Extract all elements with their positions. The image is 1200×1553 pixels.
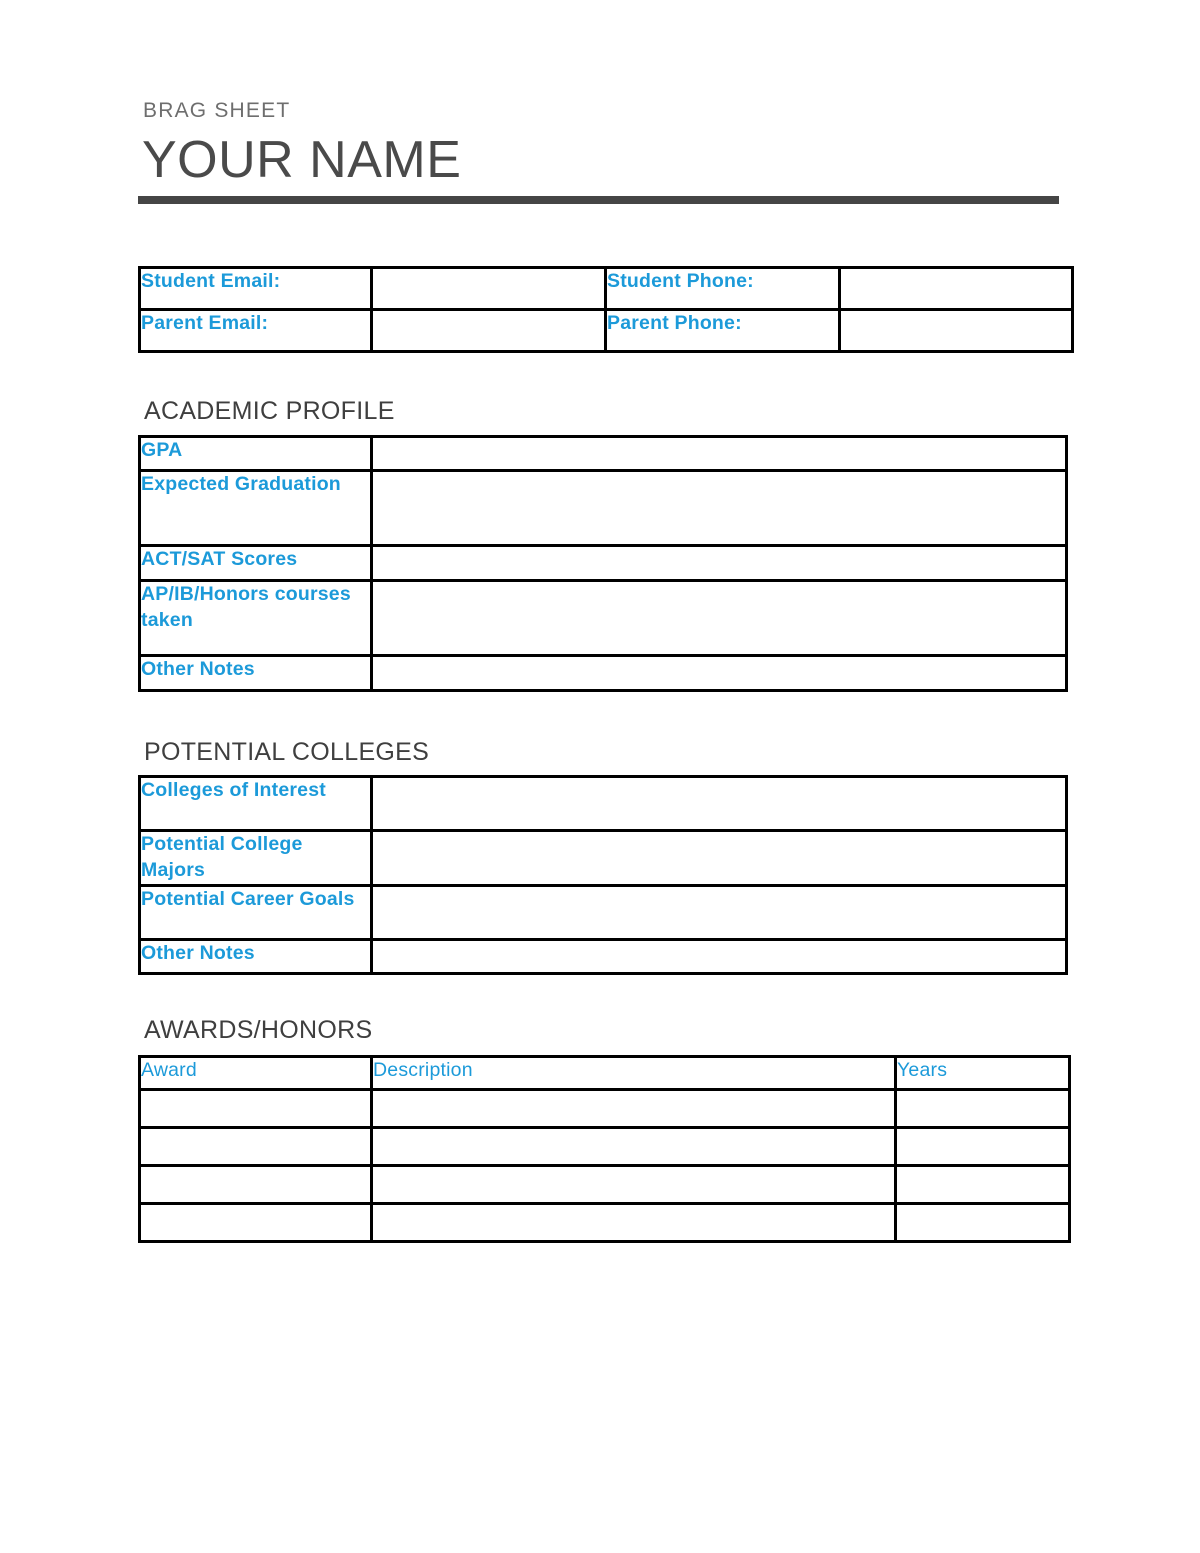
- parent-email-label: Parent Email:: [140, 310, 372, 352]
- gpa-label: GPA: [140, 436, 372, 470]
- potential-colleges-heading: POTENTIAL COLLEGES: [144, 737, 430, 766]
- table-row: [140, 655, 1067, 690]
- document-kicker: BRAG SHEET: [143, 99, 291, 122]
- award-years-field[interactable]: [896, 1089, 1070, 1127]
- award-field[interactable]: [140, 1089, 372, 1127]
- page-title: YOUR NAME: [142, 131, 462, 190]
- academic-other-notes-field[interactable]: [372, 655, 1067, 690]
- column-header-years: Years: [896, 1056, 1070, 1089]
- table-header-row: [140, 1056, 1070, 1089]
- student-email-label: Student Email:: [140, 268, 372, 310]
- award-description-field[interactable]: [372, 1203, 896, 1241]
- potential-career-goals-field[interactable]: [372, 886, 1067, 940]
- expected-graduation-label: Expected Graduation: [140, 470, 372, 545]
- student-phone-label: Student Phone:: [606, 268, 840, 310]
- table-row: [140, 436, 1067, 470]
- award-years-field[interactable]: [896, 1203, 1070, 1241]
- table-row: [140, 940, 1067, 974]
- academic-profile-heading: ACADEMIC PROFILE: [144, 397, 395, 426]
- award-description-field[interactable]: [372, 1165, 896, 1203]
- act-sat-scores-field[interactable]: [372, 545, 1067, 580]
- table-row: [140, 831, 1067, 886]
- award-years-field[interactable]: [896, 1165, 1070, 1203]
- act-sat-scores-label: ACT/SAT Scores: [140, 545, 372, 580]
- potential-majors-field[interactable]: [372, 831, 1067, 886]
- award-field[interactable]: [140, 1203, 372, 1241]
- parent-email-field[interactable]: [372, 310, 606, 352]
- table-row: [140, 545, 1067, 580]
- page-content: [138, 0, 1059, 1243]
- student-phone-field[interactable]: [840, 268, 1073, 310]
- table-row: [140, 886, 1067, 940]
- parent-phone-field[interactable]: [840, 310, 1073, 352]
- table-row: [140, 470, 1067, 545]
- awards-honors-section: [138, 1017, 1059, 1243]
- table-row: [140, 1089, 1070, 1127]
- academic-other-notes-label: Other Notes: [140, 655, 372, 690]
- table-row: [140, 310, 1073, 352]
- table-row: [140, 777, 1067, 831]
- ap-ib-honors-field[interactable]: [372, 580, 1067, 655]
- table-row: [140, 580, 1067, 655]
- column-header-award: Award: [140, 1056, 372, 1089]
- academic-profile-table: [138, 435, 1068, 692]
- student-email-field[interactable]: [372, 268, 606, 310]
- gpa-field[interactable]: [372, 436, 1067, 470]
- potential-majors-label: Potential College Majors: [140, 831, 372, 886]
- colleges-of-interest-label: Colleges of Interest: [140, 777, 372, 831]
- table-row: [140, 1165, 1070, 1203]
- table-row: [140, 1127, 1070, 1165]
- potential-career-goals-label: Potential Career Goals: [140, 886, 372, 940]
- column-header-description: Description: [372, 1056, 896, 1089]
- awards-honors-heading: AWARDS/HONORS: [144, 1016, 373, 1045]
- award-description-field[interactable]: [372, 1127, 896, 1165]
- award-description-field[interactable]: [372, 1089, 896, 1127]
- potential-colleges-section: [138, 739, 1059, 975]
- document-header: [138, 0, 1059, 204]
- award-field[interactable]: [140, 1127, 372, 1165]
- table-row: [140, 268, 1073, 310]
- title-divider: [138, 196, 1059, 204]
- expected-graduation-field[interactable]: [372, 470, 1067, 545]
- award-field[interactable]: [140, 1165, 372, 1203]
- colleges-other-notes-label: Other Notes: [140, 940, 372, 974]
- academic-profile-section: [138, 398, 1059, 692]
- table-row: [140, 1203, 1070, 1241]
- award-years-field[interactable]: [896, 1127, 1070, 1165]
- awards-honors-table: [138, 1055, 1071, 1243]
- colleges-other-notes-field[interactable]: [372, 940, 1067, 974]
- potential-colleges-table: [138, 775, 1068, 975]
- contact-info-table: [138, 266, 1074, 353]
- parent-phone-label: Parent Phone:: [606, 310, 840, 352]
- ap-ib-honors-label: AP/IB/Honors courses taken: [140, 580, 372, 655]
- colleges-of-interest-field[interactable]: [372, 777, 1067, 831]
